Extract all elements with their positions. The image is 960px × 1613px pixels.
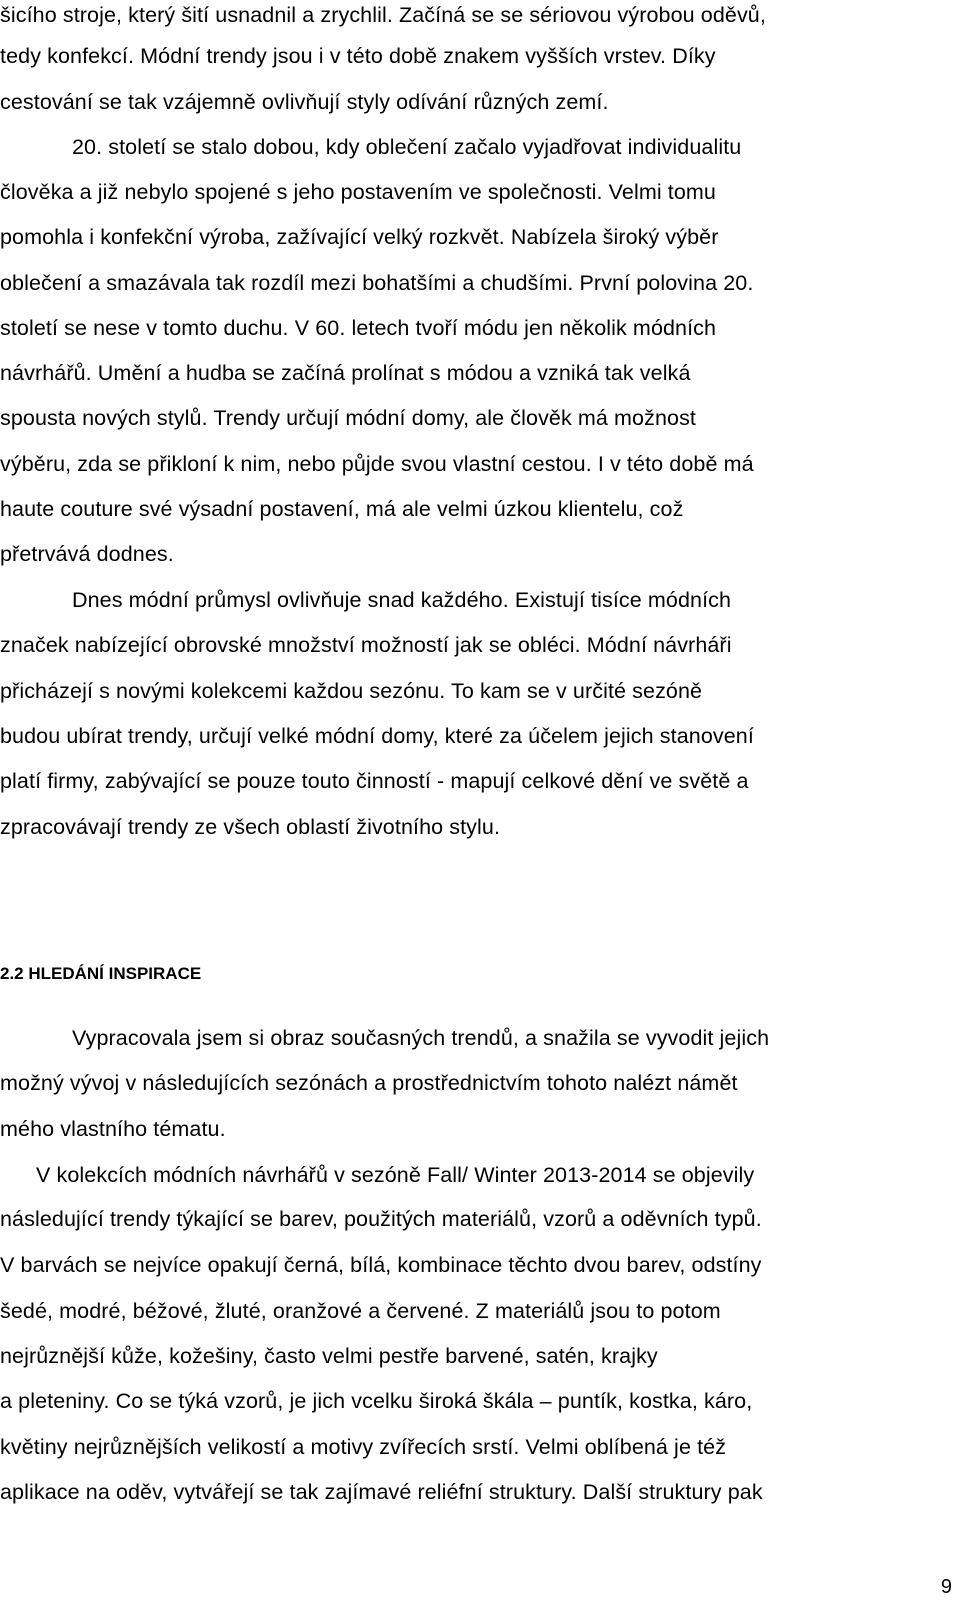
paragraph-line: haute couture své výsadní postavení, má ale velmi úzkou klientelu, což [0, 497, 684, 521]
paragraph-line: přicházejí s novými kolekcemi každou sezónu. To kam se v určité sezóně [0, 679, 703, 703]
paragraph-line: století se nese v tomto duchu. V 60. letech tvoří módu jen několik módních [0, 316, 717, 340]
paragraph-line: značek nabízející obrovské množství možností jak se obléci. Módní návrháři [0, 633, 732, 657]
paragraph-line: návrhářů. Umění a hudba se začíná prolínat s módou a vzniká tak velká [0, 361, 691, 385]
page-number: 9 [940, 1576, 952, 1598]
paragraph-line: Dnes módní průmysl ovlivňuje snad každého. Existují tisíce módních [72, 588, 732, 612]
paragraph-line: člověka a již nebylo spojené s jeho postavením ve společnosti. Velmi tomu [0, 180, 716, 204]
paragraph-line: oblečení a smazávala tak rozdíl mezi bohatšími a chudšími. První polovina 20. [0, 271, 754, 295]
paragraph-line: nejrůznější kůže, kožešiny, často velmi pestře barvené, satén, krajky [0, 1344, 658, 1368]
paragraph-line: květiny nejrůznějších velikostí a motivy zvířecích srstí. Velmi oblíbená je též [0, 1435, 727, 1459]
paragraph-line: platí firmy, zabývající se pouze touto činností - mapují celkové dění ve světě a [0, 769, 749, 793]
paragraph-line: šicího stroje, který šití usnadnil a zrychlil. Začíná se se sériovou výrobou oděvů, [0, 3, 766, 27]
paragraph-line: následující trendy týkající se barev, použitých materiálů, vzorů a oděvních typů. [0, 1207, 762, 1231]
paragraph-line: výběru, zda se přikloní k nim, nebo půjde svou vlastní cestou. I v této době má [0, 452, 754, 476]
paragraph-line: spousta nových stylů. Trendy určují módní domy, ale člověk má možnost [0, 406, 697, 430]
paragraph-line: šedé, modré, béžové, žluté, oranžové a červené. Z materiálů jsou to potom [0, 1299, 721, 1323]
section-heading: 2.2 HLEDÁNÍ INSPIRACE [0, 964, 202, 983]
paragraph-line: zpracovávají trendy ze všech oblastí životního stylu. [0, 815, 501, 839]
paragraph-line: 20. století se stalo dobou, kdy oblečení začalo vyjadřovat individualitu [72, 135, 742, 159]
paragraph-line: tedy konfekcí. Módní trendy jsou i v této době znakem vyšších vrstev. Díky [0, 44, 716, 68]
paragraph-line: a pleteniny. Co se týká vzorů, je jich vcelku široká škála – puntík, kostka, káro, [0, 1389, 753, 1413]
paragraph-line: V kolekcích módních návrhářů v sezóně Fall/ Winter 2013-2014 se objevily [36, 1163, 755, 1187]
paragraph-line: Vypracovala jsem si obraz současných trendů, a snažila se vyvodit jejich [72, 1026, 770, 1050]
paragraph-line: aplikace na oděv, vytvářejí se tak zajímavé reliéfní struktury. Další struktury pak [0, 1480, 763, 1504]
paragraph-line: cestování se tak vzájemně ovlivňují styly odívání různých zemí. [0, 90, 609, 114]
paragraph-line: přetrvává dodnes. [0, 542, 174, 566]
paragraph-line: V barvách se nejvíce opakují černá, bílá, kombinace těchto dvou barev, odstíny [0, 1253, 762, 1277]
paragraph-line: budou ubírat trendy, určují velké módní domy, které za účelem jejich stanovení [0, 724, 754, 748]
paragraph-line: mého vlastního tématu. [0, 1117, 226, 1141]
paragraph-line: možný vývoj v následujících sezónách a prostřednictvím tohoto nalézt námět [0, 1071, 738, 1095]
paragraph-line: pomohla i konfekční výroba, zažívající velký rozkvět. Nabízela široký výběr [0, 225, 719, 249]
